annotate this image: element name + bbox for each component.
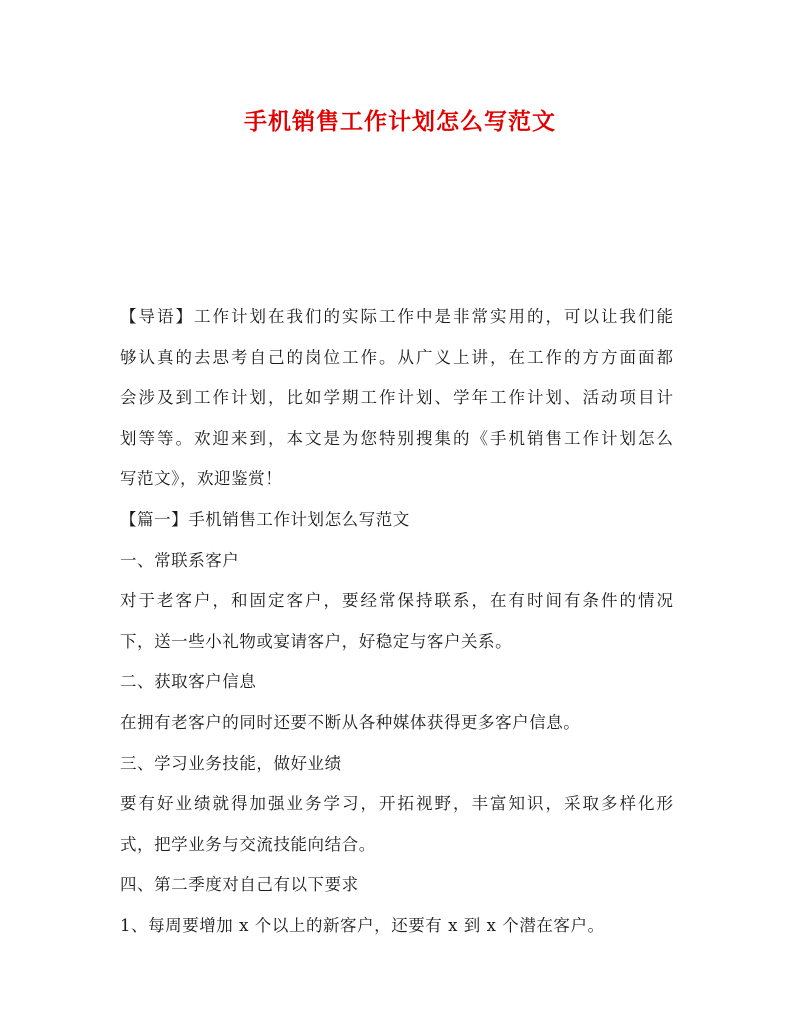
- section-heading: 二、获取客户信息: [120, 672, 257, 692]
- paragraph-line: 要有好业绩就得加强业务学习，开拓视野，丰富知识，采取多样化形: [120, 794, 673, 814]
- paragraph-line: 划等等。欢迎来到，本文是为您特别搜集的《手机销售工作计划怎么: [120, 428, 673, 448]
- document-body: [120, 297, 673, 947]
- section-heading: 【篇一】手机销售工作计划怎么写范文: [120, 509, 410, 529]
- document-title: 手机销售工作计划怎么写范文: [244, 108, 556, 135]
- paragraph-line: 在拥有老客户的同时还要不断从各种媒体获得更多客户信息。: [120, 712, 581, 732]
- paragraph-line: 式，把学业务与交流技能向结合。: [120, 834, 376, 854]
- paragraph-line: 对于老客户，和固定客户，要经常保持联系，在有时间有条件的情况: [120, 591, 673, 611]
- section-heading: 四、第二季度对自己有以下要求: [120, 875, 359, 895]
- paragraph-line: 1、每周要增加 x 个以上的新客户，还要有 x 到 x 个潜在客户。: [120, 915, 605, 935]
- section-heading: 一、常联系客户: [120, 550, 240, 570]
- paragraph-line: 写范文》，欢迎鉴赏！: [120, 469, 283, 489]
- paragraph-line: 会涉及到工作计划，比如学期工作计划、学年工作计划、活动项目计: [120, 388, 673, 408]
- paragraph-line: 够认真的去思考自己的岗位工作。从广义上讲，在工作的方方面面都: [120, 347, 673, 367]
- paragraph-line: 【导语】工作计划在我们的实际工作中是非常实用的，可以让我们能: [120, 307, 673, 326]
- paragraph-line: 下，送一些小礼物或宴请客户，好稳定与客户关系。: [120, 631, 513, 651]
- section-heading: 三、学习业务技能，做好业绩: [120, 753, 342, 773]
